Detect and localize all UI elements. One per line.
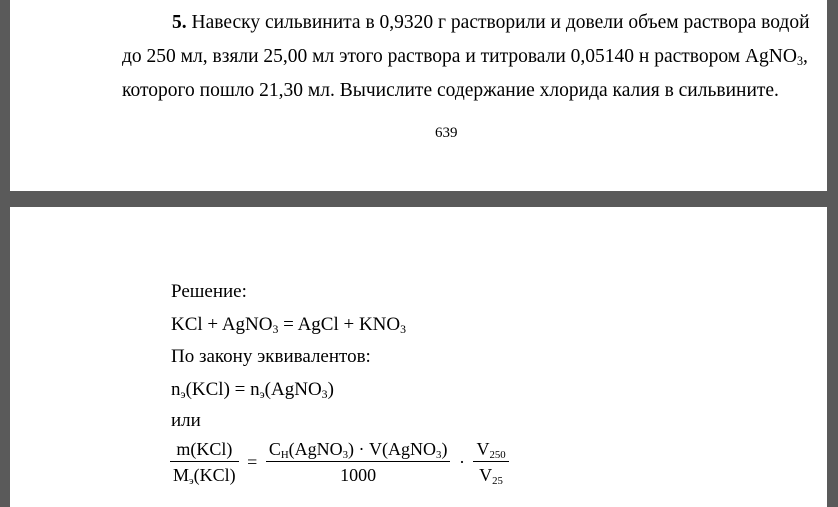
mass-formula xyxy=(170,439,509,499)
volume-numerator: V250 xyxy=(473,439,508,462)
volume-denominator: V25 xyxy=(479,465,503,488)
problem-line-2: до 250 мл, взяли 25,00 мл этого раствора и титровали 0,05140 н раствором AgNO$_3$, xyxy=(122,46,808,69)
problem-line-3: которого пошло 21,30 мл. Вычислите содержание хлорида калия в сильвините. xyxy=(122,80,779,101)
reaction-equation: KCl + AgNO$_3$ = AgCl + $KNO_3$ xyxy=(171,314,407,336)
lhs-denominator: Mэ(KCl) xyxy=(173,465,236,488)
rhs-numerator: CН(AgNO3) · V(AgNO3) xyxy=(266,439,451,462)
lhs-numerator: m(KCl) xyxy=(170,439,239,462)
volume-ratio xyxy=(473,439,508,486)
equivalents-equation: $n_э(KCl)$ = $n_э(AgNO_3)$ xyxy=(171,379,334,401)
rhs-fraction xyxy=(266,439,451,486)
problem-number: 5. xyxy=(172,12,187,33)
multiply-dot: · xyxy=(458,452,465,472)
or-word: или xyxy=(171,410,201,431)
problem-statement xyxy=(122,6,810,108)
page-number: 639 xyxy=(435,125,458,141)
rhs-denominator: 1000 xyxy=(340,465,377,485)
document-page-2 xyxy=(10,207,827,507)
problem-line-1: 5. Навеску сильвинита в 0,9320 г растворили и довели объем раствора водой xyxy=(172,12,810,33)
lhs-fraction xyxy=(170,439,239,486)
document-page-1 xyxy=(10,0,827,191)
solution-heading: Решение: xyxy=(171,281,247,302)
equals-sign: = xyxy=(247,452,258,472)
law-of-equivalents: По закону эквивалентов: xyxy=(171,346,371,367)
